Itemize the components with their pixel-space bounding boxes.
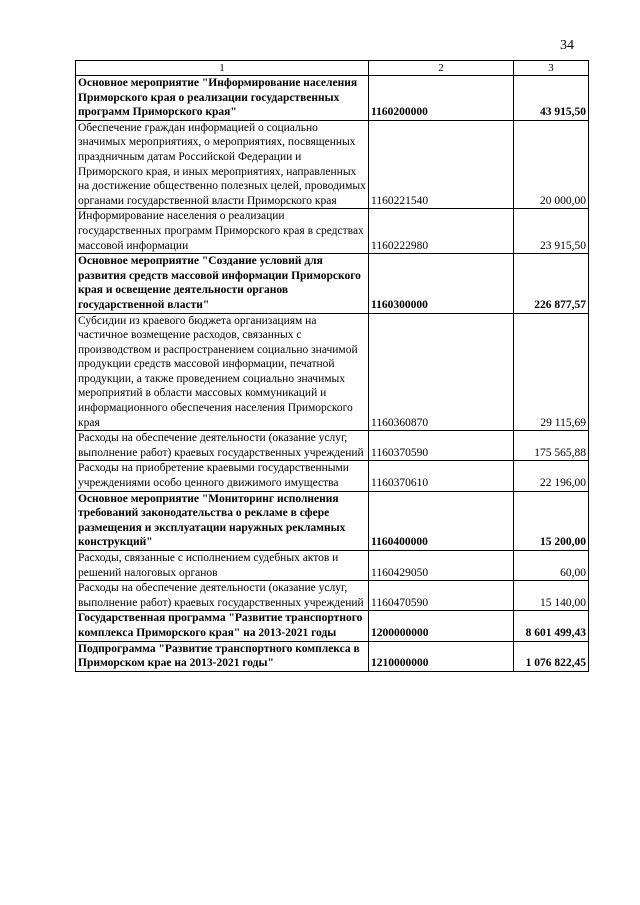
row-amount: 23 915,50 bbox=[514, 209, 589, 254]
row-amount: 175 565,88 bbox=[514, 431, 589, 461]
row-amount: 226 877,57 bbox=[514, 254, 589, 313]
page-number: 34 bbox=[560, 38, 574, 53]
row-name: Информирование населения о реализации государственных программ Приморского края в средствах массовой информации bbox=[76, 209, 369, 254]
row-name: Основное мероприятие "Информирование населения Приморского края о реализации государственных программ Приморского края" bbox=[76, 76, 369, 121]
row-name: Расходы на обеспечение деятельности (оказание услуг, выполнение работ) краевых государственных учреждений bbox=[76, 431, 369, 461]
column-header-1: 1 bbox=[76, 61, 369, 76]
table-row bbox=[76, 120, 589, 209]
table-header-row bbox=[76, 61, 589, 76]
table-row bbox=[76, 491, 589, 550]
row-amount: 8 601 499,43 bbox=[514, 611, 589, 641]
row-code: 1160370590 bbox=[369, 431, 514, 461]
row-name: Субсидии из краевого бюджета организациям на частичное возмещение расходов, связанных с производством и распространением социально значимой продукции средств массовой информации, печатной продукции, а также проведением социально значимых мероприятий в области массовых коммуникаций и информационного обеспечения населения Приморского края bbox=[76, 313, 369, 431]
table-row bbox=[76, 431, 589, 461]
table-row bbox=[76, 611, 589, 641]
row-amount: 20 000,00 bbox=[514, 120, 589, 209]
table-row bbox=[76, 313, 589, 431]
table-row bbox=[76, 641, 589, 671]
row-code: 1160360870 bbox=[369, 313, 514, 431]
row-name: Государственная программа "Развитие транспортного комплекса Приморского края" на 2013-2021 годы bbox=[76, 611, 369, 641]
row-name: Расходы на обеспечение деятельности (оказание услуг, выполнение работ) краевых государственных учреждений bbox=[76, 581, 369, 611]
row-code: 1160300000 bbox=[369, 254, 514, 313]
table-row bbox=[76, 254, 589, 313]
row-amount: 15 140,00 bbox=[514, 581, 589, 611]
row-code: 1160470590 bbox=[369, 581, 514, 611]
row-code: 1160221540 bbox=[369, 120, 514, 209]
row-amount: 60,00 bbox=[514, 551, 589, 581]
row-amount: 43 915,50 bbox=[514, 76, 589, 121]
row-code: 1160200000 bbox=[369, 76, 514, 121]
row-code: 1210000000 bbox=[369, 641, 514, 671]
row-amount: 29 115,69 bbox=[514, 313, 589, 431]
table-row bbox=[76, 581, 589, 611]
row-amount: 22 196,00 bbox=[514, 461, 589, 491]
row-name: Расходы на приобретение краевыми государственными учреждениями особо ценного движимого имущества bbox=[76, 461, 369, 491]
row-name: Основное мероприятие "Создание условий для развития средств массовой информации Приморского края и освещение деятельности органов государственной власти" bbox=[76, 254, 369, 313]
row-name: Расходы, связанные с исполнением судебных актов и решений налоговых органов bbox=[76, 551, 369, 581]
column-header-2: 2 bbox=[369, 61, 514, 76]
table-row bbox=[76, 461, 589, 491]
row-amount: 15 200,00 bbox=[514, 491, 589, 550]
table-row bbox=[76, 76, 589, 121]
row-code: 1160222980 bbox=[369, 209, 514, 254]
table-row bbox=[76, 551, 589, 581]
budget-table bbox=[75, 60, 589, 672]
row-code: 1200000000 bbox=[369, 611, 514, 641]
row-code: 1160400000 bbox=[369, 491, 514, 550]
row-name: Подпрограмма "Развитие транспортного комплекса в Приморском крае на 2013-2021 годы" bbox=[76, 641, 369, 671]
row-name: Основное мероприятие "Мониторинг исполнения требований законодательства о рекламе в сфере размещения и эксплуатации наружных рекламных конструкций" bbox=[76, 491, 369, 550]
row-name: Обеспечение граждан информацией о социально значимых мероприятиях, о мероприятиях, посвященных праздничным датам Российской Федерации и Приморского края, и иных мероприятиях, направленных на достижение общественно полезных целей, проводимых органами государственной власти Приморского края bbox=[76, 120, 369, 209]
column-header-3: 3 bbox=[514, 61, 589, 76]
row-amount: 1 076 822,45 bbox=[514, 641, 589, 671]
row-code: 1160370610 bbox=[369, 461, 514, 491]
row-code: 1160429050 bbox=[369, 551, 514, 581]
table-row bbox=[76, 209, 589, 254]
